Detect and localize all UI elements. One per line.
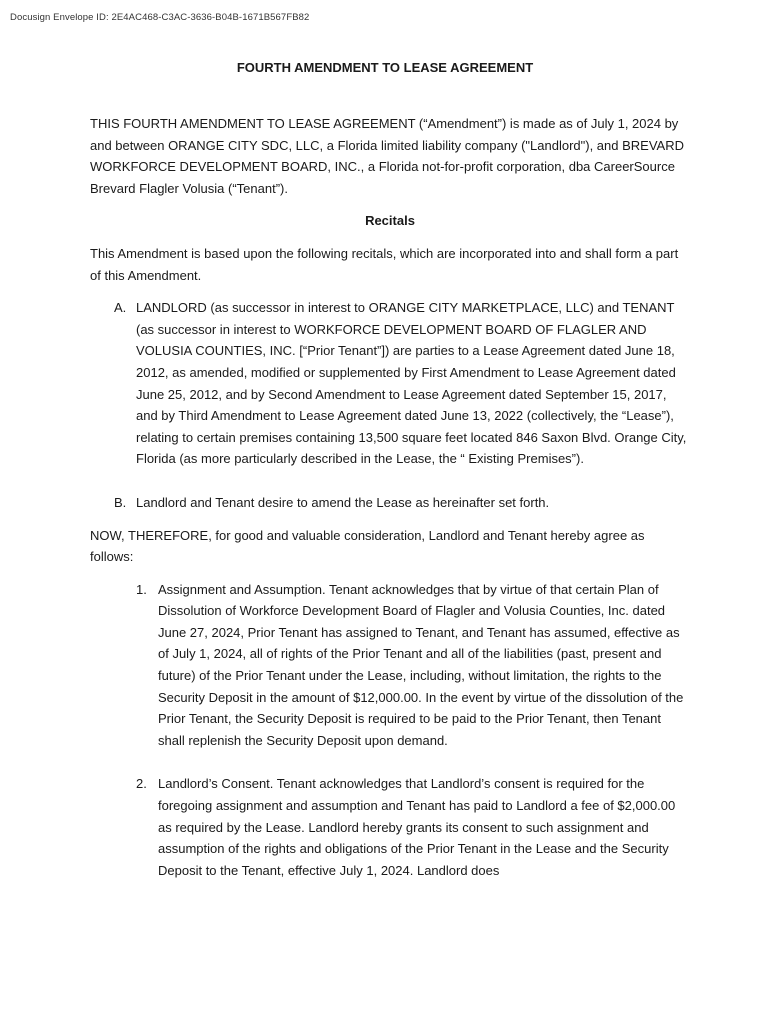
opening-paragraph: THIS FOURTH AMENDMENT TO LEASE AGREEMENT (“Amendment”) is made as of July 1, 2024 by and between ORANGE CITY SDC, LLC, a Florida limited liability company ("Landlord"), and BREVARD WORKFORCE DEVELOPMENT BOARD, INC., a Florida not-for-profit corporation, dba CareerSource Brevard Flagler Volusia (“Tenant”).	[90, 116, 684, 196]
section-number: 1.	[136, 581, 147, 597]
recital-text: LANDLORD (as successor in interest to ORANGE CITY MARKETPLACE, LLC) and TENANT (as successor in interest to WORKFORCE DEVELOPMENT BOARD OF FLAGLER AND VOLUSIA COUNTIES, INC. [“Prior Tenant”]) are parties to a Lease Agreement dated June 18, 2012, as amended, modified or supplemented by First Amendment to Lease Agreement dated June 25, 2012, and by Second Amendment to Lease Agreement dated September 15, 2017, and by Third Amendment to Lease Agreement dated June 13, 2022 (collectively, the “Lease”), relating to certain premises containing 13,500 square feet located 846 Saxon Blvd. Orange City, Florida (as more particularly described in the Lease, the “ Existing Premises”).	[136, 300, 687, 467]
recitals-heading: Recitals	[365, 213, 415, 229]
section-item	[90, 579, 690, 752]
document-title: FOURTH AMENDMENT TO LEASE AGREEMENT	[236, 60, 534, 75]
now-therefore-paragraph: NOW, THEREFORE, for good and valuable consideration, Landlord and Tenant hereby agree as follows:	[90, 527, 645, 565]
recital-marker: B.	[114, 494, 127, 510]
recital-marker: A.	[114, 300, 127, 316]
section-text: Landlord’s Consent. Tenant acknowledges that Landlord’s consent is required for the foregoing assignment and assumption and Tenant has paid to Landlord a fee of $2,000.00 as required by the Lease. Landlord hereby grants its consent to such assignment and assumption of the rights and obligations of the Prior Tenant in the Lease and the Security Deposit to the Tenant, effective July 1, 2024. Landlord does	[158, 776, 676, 878]
recital-item	[90, 297, 690, 470]
document-body	[90, 113, 690, 881]
section-number: 2.	[136, 776, 147, 792]
recitals-intro: This Amendment is based upon the following recitals, which are incorporated into and shall form a part of this Amendment.	[90, 245, 679, 283]
recital-item	[90, 492, 690, 514]
section-item	[90, 773, 690, 881]
recital-text: Landlord and Tenant desire to amend the Lease as hereinafter set forth.	[136, 494, 550, 510]
envelope-id: Docusign Envelope ID: 2E4AC468-C3AC-3636-B04B-1671B567FB82	[10, 12, 310, 23]
section-text: Assignment and Assumption. Tenant acknowledges that by virtue of that certain Plan of Dissolution of Workforce Development Board of Flagler and Volusia Counties, Inc. dated June 27, 2024, Prior Tenant has assigned to Tenant, and Tenant has assumed, effective as of July 1, 2024, all of rights of the Prior Tenant and all of the liabilities (past, present and future) of the Prior Tenant under the Lease, including, without limitation, the rights to the Security Deposit in the amount of $12,000.00. In the event by virtue of the dissolution of the Prior Tenant, the Security Deposit is required to be paid to the Prior Tenant, then Tenant shall replenish the Security Deposit upon demand.	[158, 581, 684, 748]
